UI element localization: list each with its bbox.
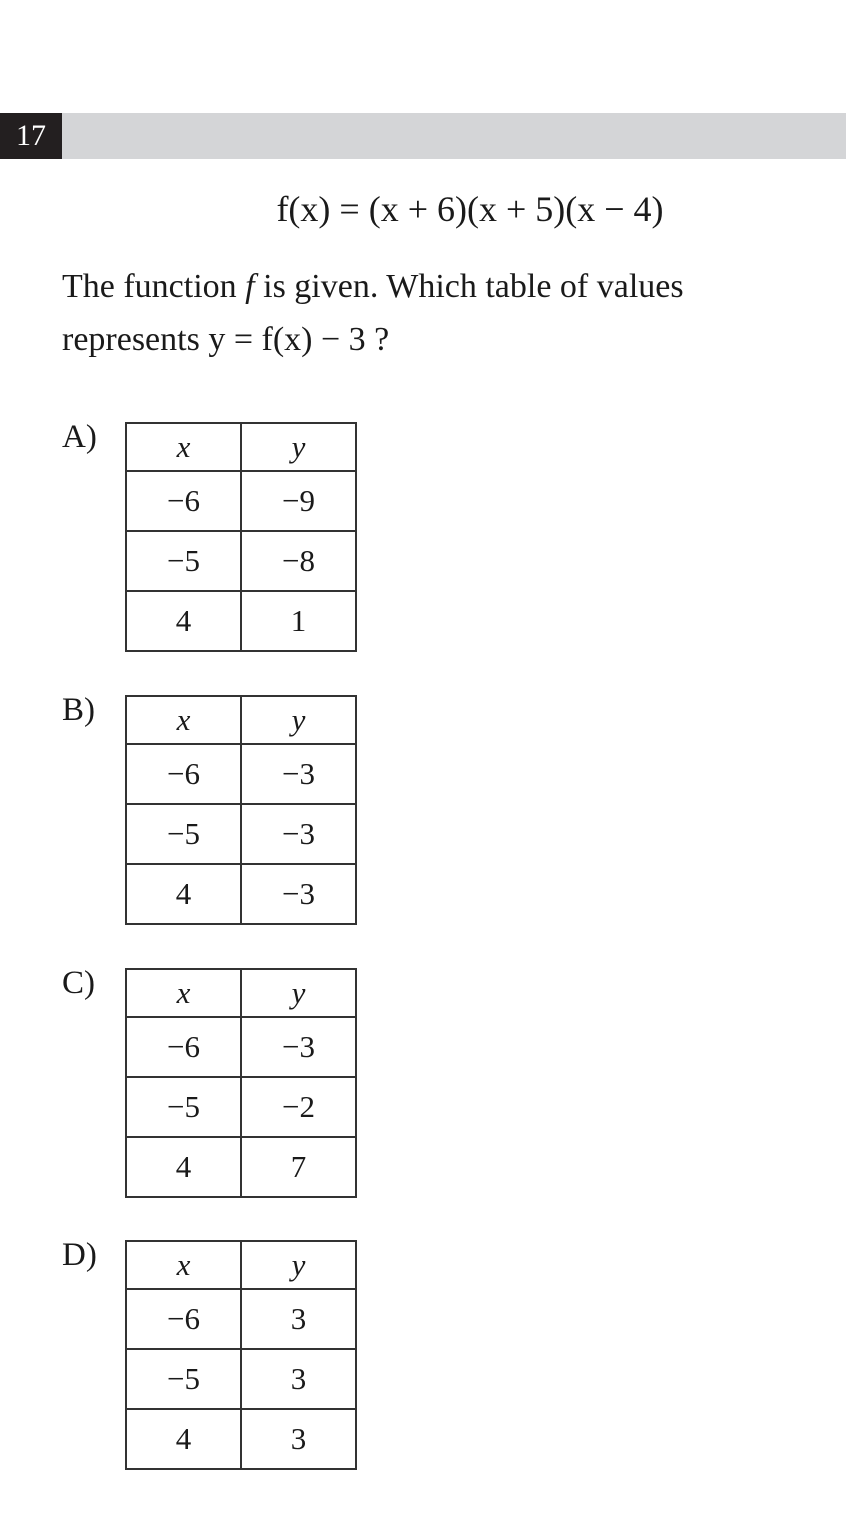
table-header-row bbox=[126, 1241, 356, 1289]
cell-y: −3 bbox=[241, 864, 356, 924]
target-expression: y = f(x) − 3 bbox=[208, 321, 366, 358]
choice-label: D) bbox=[62, 1237, 97, 1273]
question-text-line-2 bbox=[62, 313, 822, 366]
cell-x: −6 bbox=[126, 1017, 241, 1077]
table-row bbox=[126, 1077, 356, 1137]
choice-label: B) bbox=[62, 692, 95, 728]
cell-x: −5 bbox=[126, 804, 241, 864]
question-text bbox=[62, 260, 822, 366]
cell-x: 4 bbox=[126, 1409, 241, 1469]
cell-y: −3 bbox=[241, 744, 356, 804]
cell-y: −3 bbox=[241, 1017, 356, 1077]
cell-x: −6 bbox=[126, 744, 241, 804]
choice-label: A) bbox=[62, 419, 97, 455]
table-row bbox=[126, 1017, 356, 1077]
answer-choice-c[interactable] bbox=[62, 965, 382, 1200]
cell-x: −5 bbox=[126, 1349, 241, 1409]
answer-choice-d[interactable] bbox=[62, 1237, 382, 1472]
cell-y: −8 bbox=[241, 531, 356, 591]
question-text-line-1 bbox=[62, 260, 822, 313]
answer-choice-b[interactable] bbox=[62, 692, 382, 927]
answer-choice-a[interactable] bbox=[62, 419, 382, 654]
values-table bbox=[125, 968, 357, 1198]
question-header-bar bbox=[0, 113, 846, 159]
column-header-y: y bbox=[241, 696, 356, 744]
column-header-x: x bbox=[126, 1241, 241, 1289]
cell-y: 3 bbox=[241, 1409, 356, 1469]
function-name: f bbox=[245, 268, 255, 305]
table-row bbox=[126, 1137, 356, 1197]
table-header-row bbox=[126, 423, 356, 471]
function-equation: f(x) = (x + 6)(x + 5)(x − 4) bbox=[276, 189, 664, 229]
table-row bbox=[126, 531, 356, 591]
cell-x: 4 bbox=[126, 1137, 241, 1197]
question-number: 17 bbox=[0, 113, 62, 159]
cell-x: −6 bbox=[126, 471, 241, 531]
column-header-y: y bbox=[241, 969, 356, 1017]
question-text-part: represents bbox=[62, 321, 209, 358]
cell-y: 1 bbox=[241, 591, 356, 651]
column-header-x: x bbox=[126, 423, 241, 471]
column-header-x: x bbox=[126, 969, 241, 1017]
column-header-y: y bbox=[241, 1241, 356, 1289]
cell-x: −6 bbox=[126, 1289, 241, 1349]
cell-y: −9 bbox=[241, 471, 356, 531]
table-row bbox=[126, 744, 356, 804]
cell-y: 7 bbox=[241, 1137, 356, 1197]
values-table bbox=[125, 422, 357, 652]
table-row bbox=[126, 804, 356, 864]
cell-x: 4 bbox=[126, 864, 241, 924]
values-table bbox=[125, 695, 357, 925]
question-text-part: is given. Which table of values bbox=[254, 268, 684, 305]
choice-label: C) bbox=[62, 965, 95, 1001]
table-row bbox=[126, 471, 356, 531]
values-table bbox=[125, 1240, 357, 1470]
question-text-part: ? bbox=[365, 321, 390, 358]
table-row bbox=[126, 864, 356, 924]
cell-y: 3 bbox=[241, 1289, 356, 1349]
cell-y: −2 bbox=[241, 1077, 356, 1137]
column-header-x: x bbox=[126, 696, 241, 744]
table-header-row bbox=[126, 969, 356, 1017]
table-row bbox=[126, 1349, 356, 1409]
cell-x: −5 bbox=[126, 531, 241, 591]
table-row bbox=[126, 1409, 356, 1469]
table-header-row bbox=[126, 696, 356, 744]
cell-y: 3 bbox=[241, 1349, 356, 1409]
table-row bbox=[126, 591, 356, 651]
cell-x: 4 bbox=[126, 591, 241, 651]
cell-x: −5 bbox=[126, 1077, 241, 1137]
column-header-y: y bbox=[241, 423, 356, 471]
cell-y: −3 bbox=[241, 804, 356, 864]
question-text-part: The function bbox=[62, 268, 246, 305]
table-row bbox=[126, 1289, 356, 1349]
